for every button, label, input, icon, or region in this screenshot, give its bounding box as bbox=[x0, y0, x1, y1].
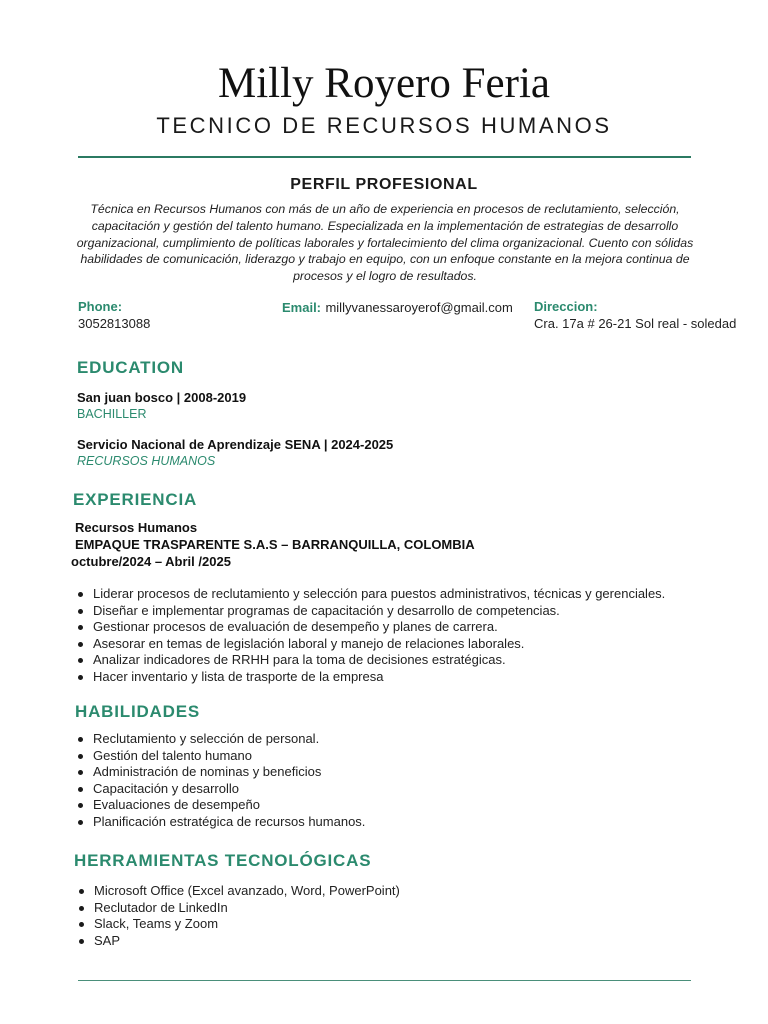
list-item: Evaluaciones de desempeño bbox=[77, 797, 365, 814]
email-label: Email: bbox=[282, 300, 322, 315]
list-item: Microsoft Office (Excel avanzado, Word, PowerPoint) bbox=[78, 883, 400, 900]
list-item: Slack, Teams y Zoom bbox=[78, 916, 400, 933]
list-item: Planificación estratégica de recursos humanos. bbox=[77, 814, 365, 831]
job-company: EMPAQUE TRASPARENTE S.A.S – BARRANQUILLA, COLOMBIA bbox=[75, 537, 475, 552]
list-item: Gestionar procesos de evaluación de desempeño y planes de carrera. bbox=[77, 619, 665, 636]
tools-heading: HERRAMIENTAS TECNOLÓGICAS bbox=[74, 851, 372, 870]
job-title: TECNICO DE RECURSOS HUMANOS bbox=[156, 113, 612, 138]
education-degree: BACHILLER bbox=[77, 407, 147, 421]
list-item: Administración de nominas y beneficios bbox=[77, 764, 365, 781]
list-item: Reclutador de LinkedIn bbox=[78, 900, 400, 917]
skills-list bbox=[77, 731, 365, 830]
list-item: Analizar indicadores de RRHH para la toma de decisiones estratégicas. bbox=[77, 652, 665, 669]
footer-divider bbox=[78, 980, 691, 981]
list-item: Asesorar en temas de legislación laboral y manejo de relaciones laborales. bbox=[77, 636, 665, 653]
phone-value: 3052813088 bbox=[78, 316, 151, 331]
list-item: Hacer inventario y lista de trasporte de la empresa bbox=[77, 669, 665, 686]
skills-heading: HABILIDADES bbox=[75, 702, 200, 721]
education-heading: EDUCATION bbox=[77, 358, 184, 377]
address-value: Cra. 17a # 26-21 Sol real - soledad bbox=[534, 316, 737, 331]
list-item: Liderar procesos de reclutamiento y selección para puestos administrativos, técnicas y gerenciales. bbox=[77, 586, 665, 603]
email-value[interactable]: millyvanessaroyerof@gmail.com bbox=[325, 300, 513, 315]
header-divider bbox=[78, 156, 691, 158]
experience-heading: EXPERIENCIA bbox=[73, 490, 198, 509]
tools-list bbox=[78, 883, 400, 949]
list-item: Diseñar e implementar programas de capacitación y desarrollo de competencias. bbox=[77, 603, 665, 620]
education-school: Servicio Nacional de Aprendizaje SENA | 2024-2025 bbox=[77, 437, 394, 452]
address-block bbox=[534, 299, 736, 331]
education-degree: RECURSOS HUMANOS bbox=[77, 454, 216, 468]
list-item: Reclutamiento y selección de personal. bbox=[77, 731, 365, 748]
job-period: octubre/2024 – Abril /2025 bbox=[71, 554, 231, 569]
list-item: SAP bbox=[78, 933, 400, 950]
profile-heading: PERFIL PROFESIONAL bbox=[290, 176, 478, 193]
email-block bbox=[282, 299, 513, 317]
job-role: Recursos Humanos bbox=[75, 520, 198, 535]
experience-bullets bbox=[77, 586, 665, 685]
phone-block bbox=[78, 299, 150, 331]
list-item: Gestión del talento humano bbox=[77, 748, 365, 765]
education-school: San juan bosco | 2008-2019 bbox=[77, 390, 247, 405]
list-item: Capacitación y desarrollo bbox=[77, 781, 365, 798]
phone-label: Phone: bbox=[78, 299, 123, 314]
candidate-name: Milly Royero Feria bbox=[217, 60, 550, 107]
address-label: Direccion: bbox=[534, 299, 598, 314]
profile-summary: Técnica en Recursos Humanos con más de un año de experiencia en procesos de reclutamiento, selección, capacitación y gestión del talento humano. Especializada en la implementación de estrategias de desarrollo organizacional, cumplimiento de políticas laborales y fortalecimiento del clima organizacional. Cuento con sólidas habilidades de comunicación, liderazgo y trabajo en equipo, con un enfoque constante en la mejora continua de procesos y el logro de resultados. bbox=[76, 202, 694, 284]
